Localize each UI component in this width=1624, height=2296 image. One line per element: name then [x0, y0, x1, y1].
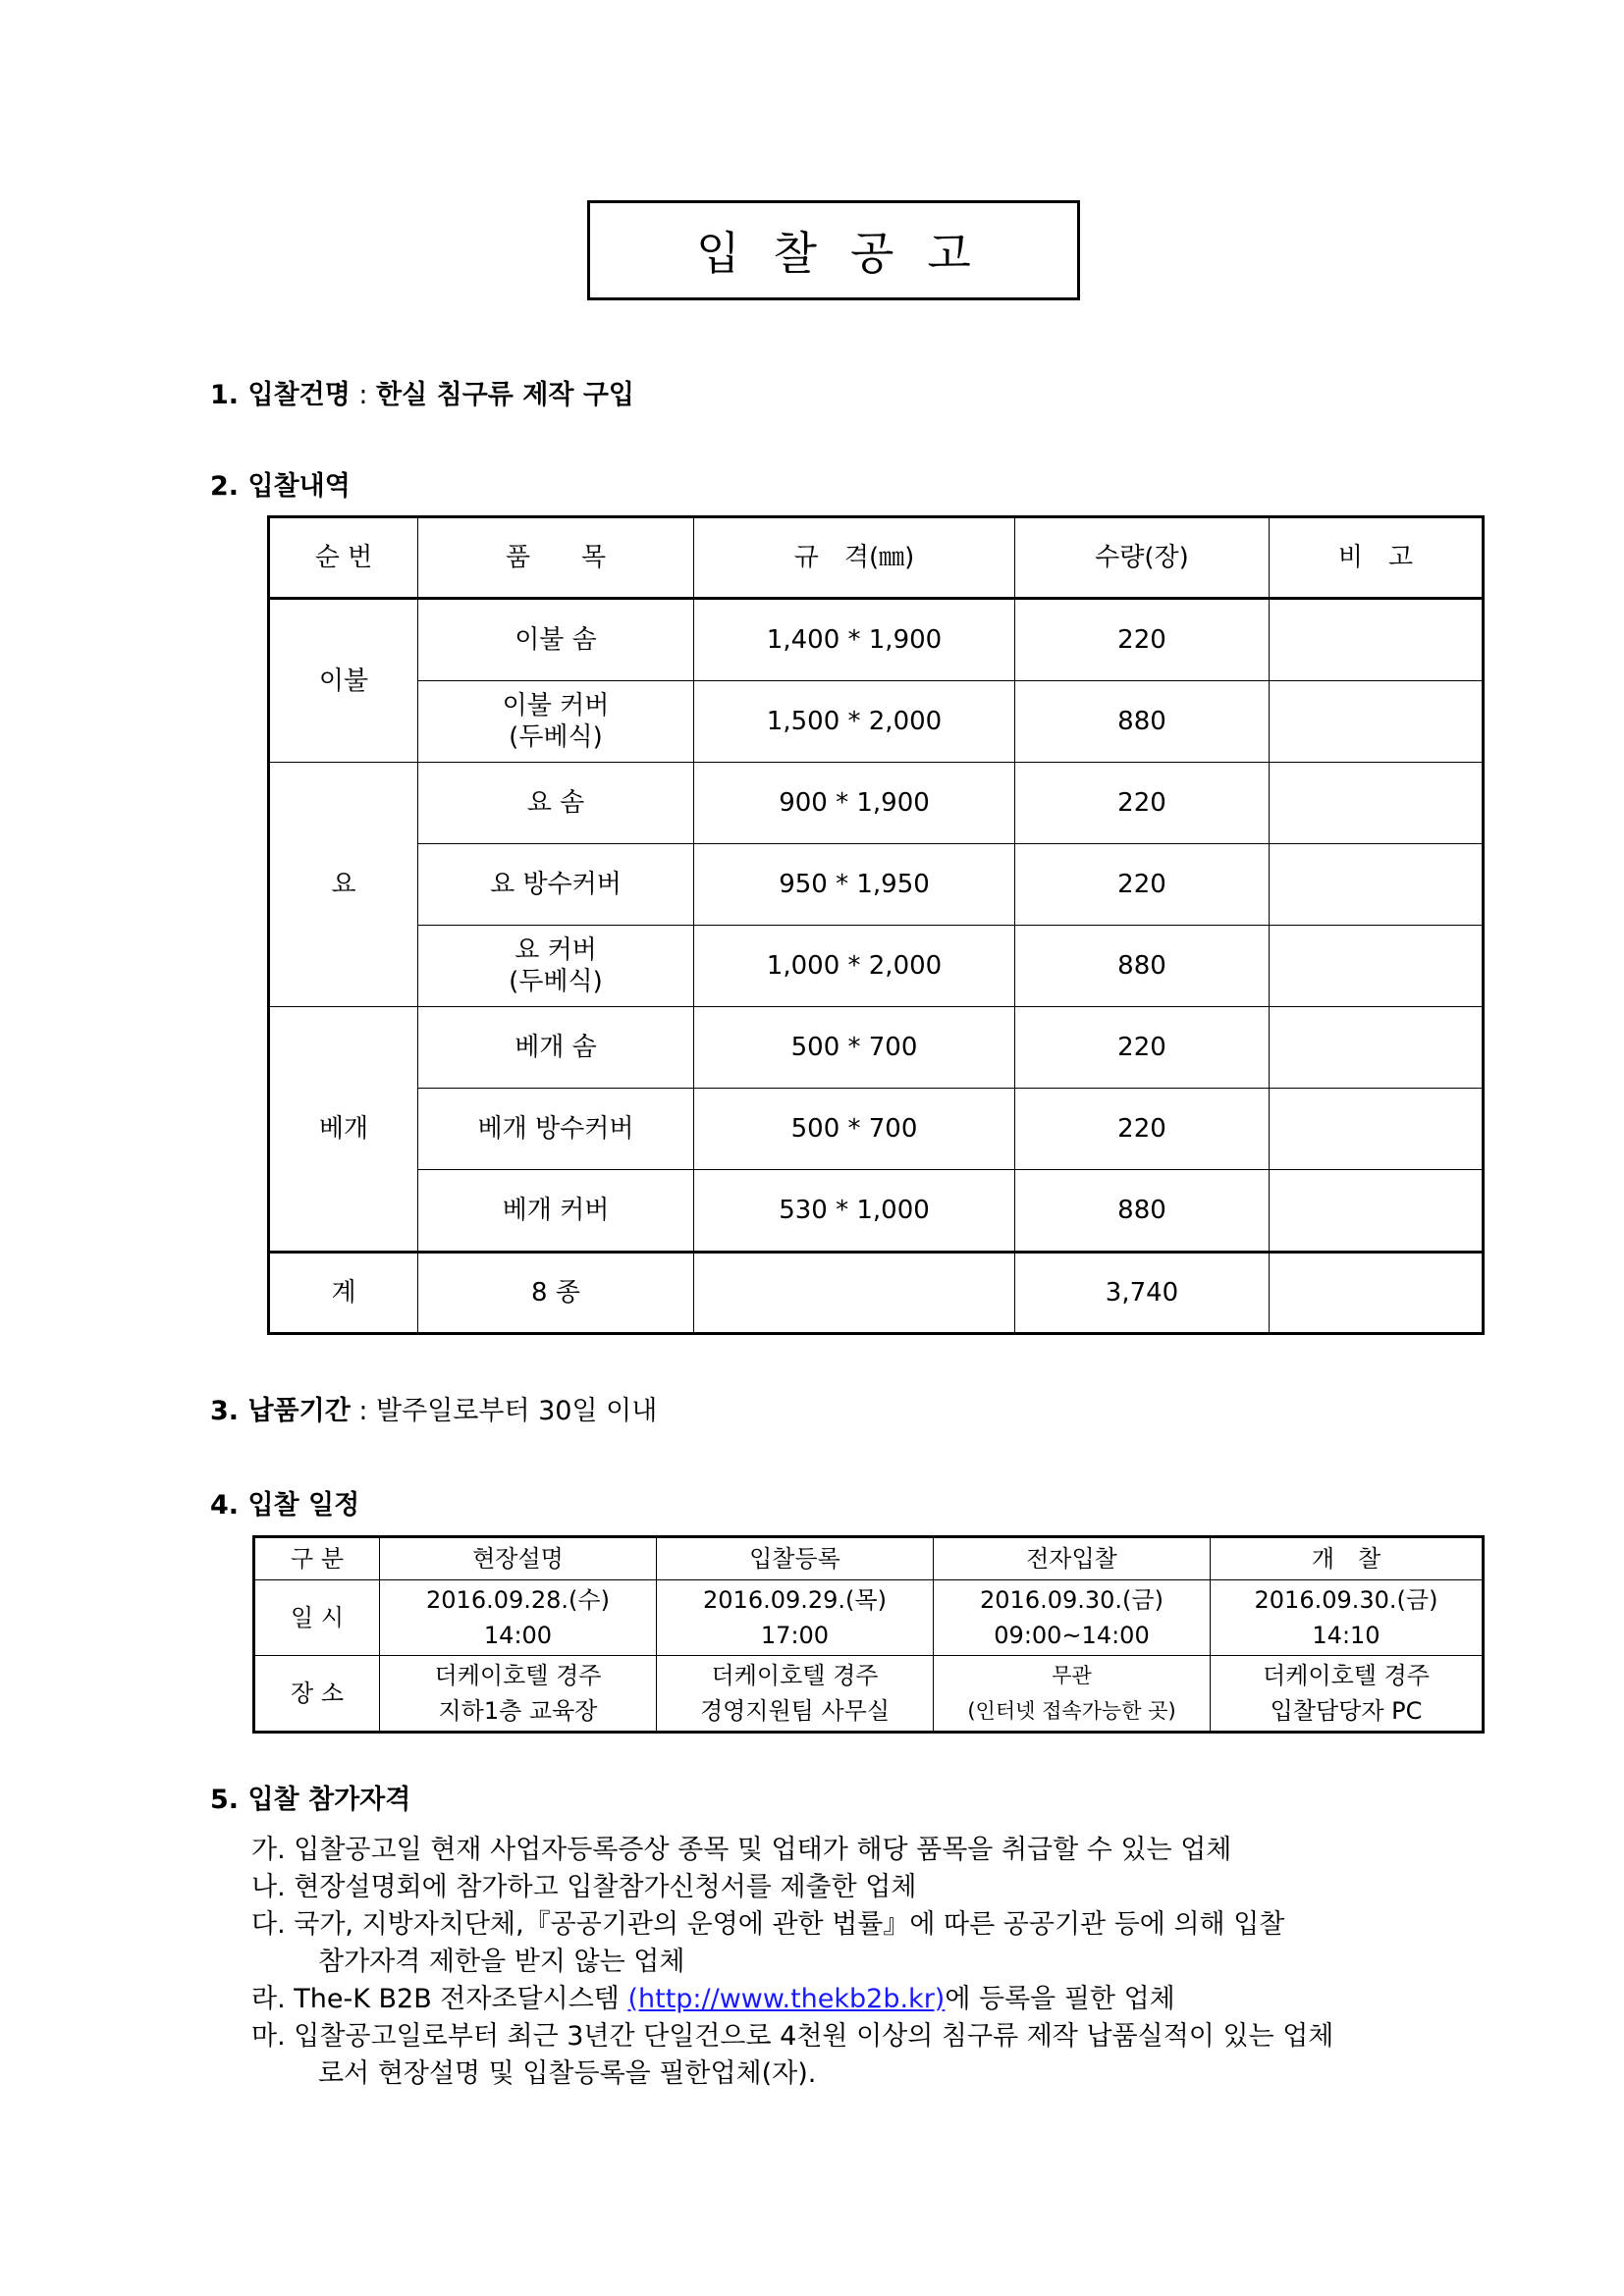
table-row	[269, 1170, 1484, 1253]
qualification-item: 다. 국가, 지방자치단체,『공공기관의 운영에 관한 법률』에 따른 공공기관 등에 의해 입찰	[251, 1909, 1285, 1940]
qualification-item-continued: 참가자격 제한을 받지 않는 업체	[318, 1947, 685, 1977]
schedule-cell-line: 경영지원팀 사무실	[699, 1697, 891, 1725]
total-kinds-cell: 8 종	[418, 1253, 694, 1334]
item-name-text: 요 커버 (두베식)	[509, 935, 603, 996]
qualification-text: 에 등록을 필한 업체	[945, 1984, 1175, 2014]
qualification-item-continued: 로서 현장설명 및 입찰등록을 필한업체(자).	[318, 2058, 817, 2089]
table-row	[269, 763, 1484, 844]
schedule-cell-line: (인터넷 접속가능한 곳)	[967, 1699, 1176, 1723]
page-title: 입찰공고	[696, 227, 1004, 280]
items-header-cell: 비 고	[1270, 517, 1484, 599]
schedule-cell-line: 2016.09.28.(수)	[426, 1586, 610, 1614]
item-note-cell	[1270, 681, 1484, 763]
section-1-value: 한실 침구류 제작 구입	[376, 380, 634, 410]
section-5-label: 5. 입찰 참가자격	[210, 1785, 411, 1815]
item-name-cell: 이불 솜	[418, 599, 694, 681]
title-box	[587, 200, 1080, 300]
schedule-cell-line: 14:10	[1312, 1622, 1380, 1649]
section-4-label: 4. 입찰 일정	[210, 1490, 360, 1521]
qualification-text: 라. The-K B2B 전자조달시스템	[251, 1984, 628, 2014]
item-qty-cell: 220	[1015, 763, 1270, 844]
item-name-cell: 베개 솜	[418, 1007, 694, 1089]
group-cell: 베개	[269, 1007, 418, 1253]
schedule-cell-line: 14:00	[483, 1622, 553, 1649]
item-note-cell	[1270, 926, 1484, 1007]
item-spec-cell: 500 * 700	[694, 1089, 1015, 1170]
item-qty-cell: 220	[1015, 599, 1270, 681]
item-qty-cell: 880	[1015, 681, 1270, 763]
item-spec-cell: 950 * 1,950	[694, 844, 1015, 926]
item-name-cell	[418, 926, 694, 1007]
schedule-cell	[380, 1580, 657, 1656]
section-1-label: 1. 입찰건명	[210, 380, 351, 410]
items-table	[267, 515, 1485, 1335]
table-row	[269, 1007, 1484, 1089]
schedule-cell-line: 더케이호텔 경주	[434, 1662, 602, 1689]
total-row	[269, 1253, 1484, 1334]
schedule-row-place	[254, 1656, 1484, 1733]
section-3-heading	[210, 1389, 657, 1427]
items-header-row	[269, 517, 1484, 599]
item-qty-cell: 220	[1015, 844, 1270, 926]
total-label-cell: 계	[269, 1253, 418, 1334]
item-qty-cell: 220	[1015, 1007, 1270, 1089]
schedule-header-cell: 개 찰	[1211, 1537, 1484, 1580]
schedule-cell	[934, 1656, 1211, 1733]
group-cell: 이불	[269, 599, 418, 763]
item-note-cell	[1270, 1170, 1484, 1253]
schedule-header-row	[254, 1537, 1484, 1580]
item-spec-cell: 530 * 1,000	[694, 1170, 1015, 1253]
schedule-row-label: 일 시	[254, 1580, 380, 1656]
schedule-header-cell: 구 분	[254, 1537, 380, 1580]
item-name-cell	[418, 681, 694, 763]
item-spec-cell: 1,500 * 2,000	[694, 681, 1015, 763]
section-2-heading	[210, 464, 351, 503]
section-3-value: 발주일로부터 30일 이내	[376, 1396, 658, 1426]
schedule-cell-line: 무관	[1052, 1664, 1092, 1687]
item-name-cell: 베개 커버	[418, 1170, 694, 1253]
item-note-cell	[1270, 1007, 1484, 1089]
table-row	[269, 599, 1484, 681]
schedule-cell	[1211, 1656, 1484, 1733]
schedule-table	[252, 1535, 1485, 1734]
items-header-cell: 순 번	[269, 517, 418, 599]
section-5-heading	[210, 1778, 410, 1816]
section-3-label: 3. 납품기간	[210, 1396, 351, 1426]
section-2-label: 2. 입찰내역	[210, 471, 351, 502]
schedule-cell-line: 2016.09.30.(금)	[980, 1586, 1164, 1614]
schedule-cell	[1211, 1580, 1484, 1656]
schedule-cell	[657, 1580, 934, 1656]
schedule-header-cell: 전자입찰	[934, 1537, 1211, 1580]
item-name-cell: 요 방수커버	[418, 844, 694, 926]
table-row	[269, 844, 1484, 926]
section-1-heading	[210, 373, 634, 411]
item-spec-cell: 1,400 * 1,900	[694, 599, 1015, 681]
item-name-cell: 베개 방수커버	[418, 1089, 694, 1170]
table-row	[269, 926, 1484, 1007]
item-qty-cell: 880	[1015, 926, 1270, 1007]
section-1-sep: :	[350, 380, 377, 410]
item-note-cell	[1270, 1089, 1484, 1170]
total-qty-cell: 3,740	[1015, 1253, 1270, 1334]
item-spec-cell: 500 * 700	[694, 1007, 1015, 1089]
schedule-cell	[657, 1656, 934, 1733]
schedule-cell	[934, 1580, 1211, 1656]
schedule-cell-line: 2016.09.30.(금)	[1254, 1586, 1438, 1614]
items-header-cell: 품 목	[418, 517, 694, 599]
total-spec-cell	[694, 1253, 1015, 1334]
schedule-cell-line: 2016.09.29.(목)	[703, 1586, 887, 1614]
qualification-item: 마. 입찰공고일로부터 최근 3년간 단일건으로 4천원 이상의 침구류 제작 납품실적이 있는 업체	[251, 2021, 1334, 2052]
table-row	[269, 1089, 1484, 1170]
item-qty-cell: 220	[1015, 1089, 1270, 1170]
thekb2b-link[interactable]: (http://www.thekb2b.kr)	[627, 1984, 946, 2014]
qualification-item: 가. 입찰공고일 현재 사업자등록증상 종목 및 업태가 해당 품목을 취급할 수 있는 업체	[251, 1835, 1232, 1865]
item-name-text: 이불 커버 (두베식)	[502, 691, 610, 752]
schedule-cell-line: 더케이호텔 경주	[711, 1662, 879, 1689]
table-row	[269, 681, 1484, 763]
item-note-cell	[1270, 763, 1484, 844]
items-header-cell: 규 격(㎜)	[694, 517, 1015, 599]
group-cell: 요	[269, 763, 418, 1007]
schedule-row-label: 장 소	[254, 1656, 380, 1733]
total-note-cell	[1270, 1253, 1484, 1334]
section-3-sep: :	[350, 1396, 377, 1426]
schedule-cell-line: 지하1층 교육장	[438, 1697, 598, 1725]
item-spec-cell: 900 * 1,900	[694, 763, 1015, 844]
item-name-cell: 요 솜	[418, 763, 694, 844]
items-header-cell: 수량(장)	[1015, 517, 1270, 599]
schedule-header-cell: 현장설명	[380, 1537, 657, 1580]
qualification-item: 나. 현장설명회에 참가하고 입찰참가신청서를 제출한 업체	[251, 1872, 917, 1902]
section-4-heading	[210, 1483, 359, 1522]
schedule-cell-line: 더케이호텔 경주	[1263, 1662, 1430, 1689]
item-qty-cell: 880	[1015, 1170, 1270, 1253]
item-note-cell	[1270, 599, 1484, 681]
schedule-cell-line: 입찰담당자 PC	[1270, 1697, 1423, 1725]
schedule-row-datetime	[254, 1580, 1484, 1656]
schedule-header-cell: 입찰등록	[657, 1537, 934, 1580]
qualification-item	[251, 1977, 1175, 2015]
schedule-cell	[380, 1656, 657, 1733]
item-note-cell	[1270, 844, 1484, 926]
schedule-cell-line: 17:00	[760, 1622, 830, 1649]
item-spec-cell: 1,000 * 2,000	[694, 926, 1015, 1007]
schedule-cell-line: 09:00~14:00	[994, 1622, 1150, 1649]
